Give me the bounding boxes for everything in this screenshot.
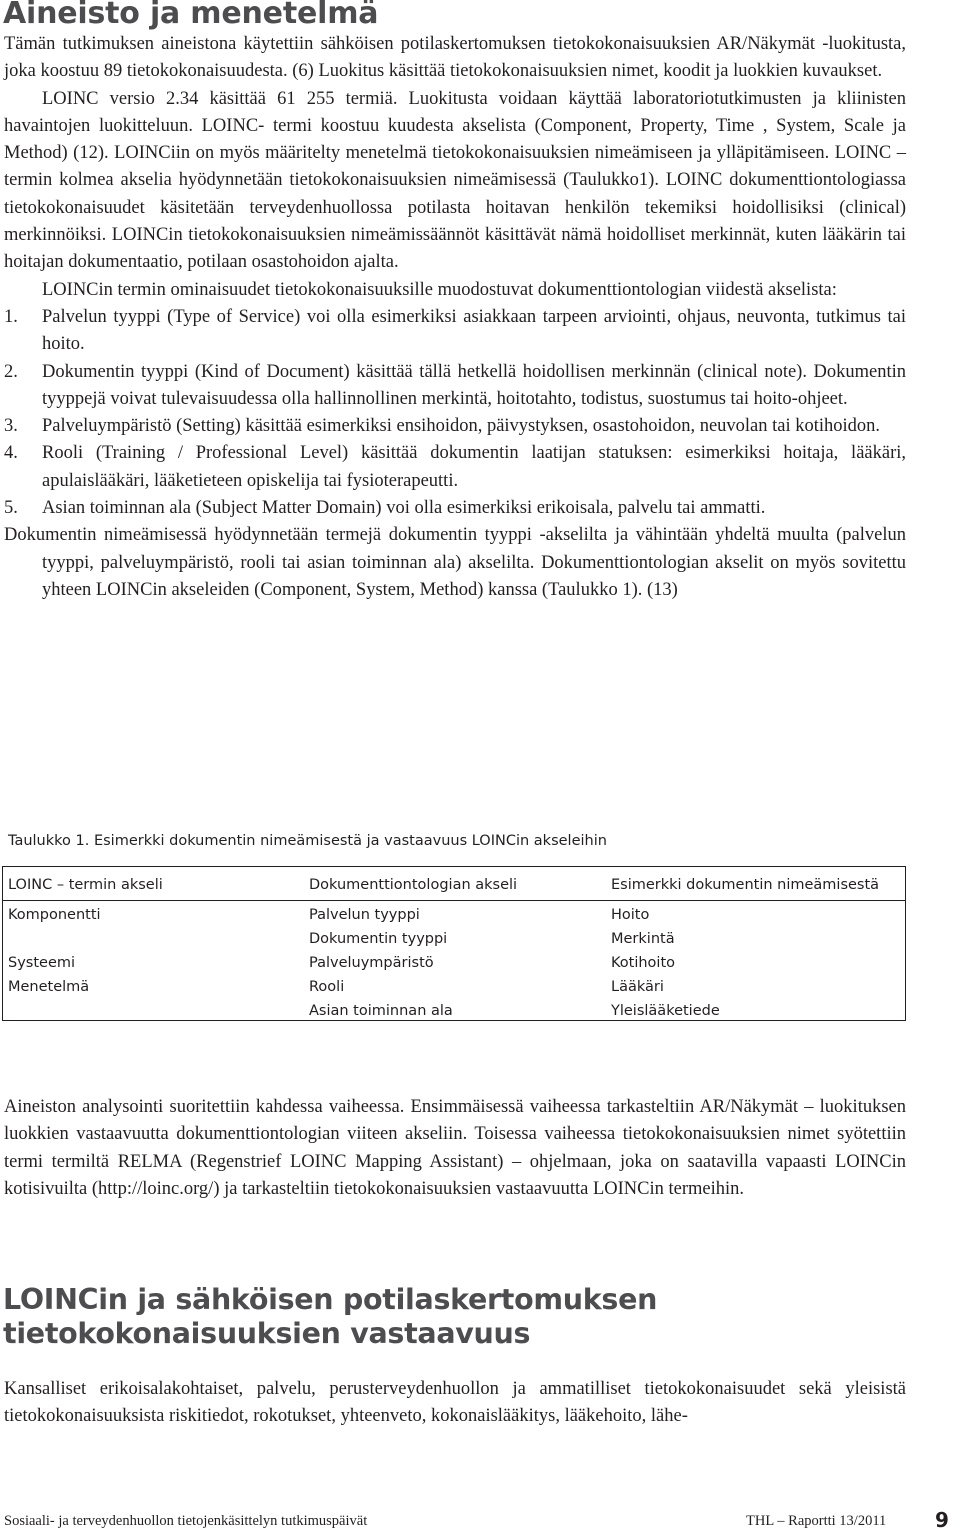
paragraph-intro: Tämän tutkimuksen aineistona käytettiin sähköisen potilaskertomuksen tietokokonaisuuksien AR/Näkymät -luokitusta, joka koostuu 89 tietokokonaisuudesta. (6) Luokitus käsittää tietokokonaisuuksien nimet, koodit ja luokkien kuvaukset. (4, 34, 906, 82)
paragraph-axes-intro: LOINCin termin ominaisuudet tietokokonaisuuksille muodostuvat dokumenttiontologian viidestä akselista: (42, 279, 837, 300)
table-caption: Taulukko 1. Esimerkki dokumentin nimeämisestä ja vastaavuus LOINCin akseleihin (8, 833, 607, 849)
body-section-3 (4, 1376, 906, 1431)
table-cell: Rooli (309, 979, 345, 995)
list-item (4, 440, 906, 495)
list-number: 4. (4, 443, 18, 464)
table-row (3, 999, 905, 1023)
table-cell: Palvelun tyyppi (309, 907, 420, 923)
table-cell: Yleislääketiede (611, 1003, 720, 1019)
table-row (3, 927, 905, 951)
paragraph-analysis: Aineiston analysointi suoritettiin kahdessa vaiheessa. Ensimmäisessä vaiheessa tarkasteltiin AR/Näkymät – luokituksen luokkien vastaavuutta dokumenttiontologian viiteen akseliin. Toisessa vaiheessa tietokokonaisuuksien nimet syötettiin termi termiltä RELMA (Regenstrief LOINC Mapping Assistant) – ohjelmaan, joka on saatavilla vapaasti LOINCin kotisivuilta (http://loinc.org/) ja tarkasteltiin tietokokonaisuuksien vastaavuutta LOINCin termeihin. (4, 1097, 906, 1199)
list-item (4, 359, 906, 414)
list-text: Palveluympäristö (Setting) käsittää esimerkiksi ensihoidon, päivystyksen, osastohoidon, neuvolan tai kotihoidon. (42, 416, 881, 437)
table-cell: Merkintä (611, 931, 675, 947)
table-cell: Hoito (611, 907, 650, 923)
table-row (3, 951, 905, 975)
list-item (4, 495, 906, 522)
paragraph-national: Kansalliset erikoisalakohtaiset, palvelu, perusterveydenhuollon ja ammatilliset tietokokonaisuudet sekä yleisistä tietokokonaisuuksista riskitiedot, rokotukset, yhteenveto, kokonaislääkitys, lääkehoito, lähe- (4, 1379, 906, 1427)
table-cell: Systeemi (8, 955, 76, 971)
body-section-1 (4, 31, 906, 604)
footer-report: THL – Raportti 13/2011 (746, 1513, 887, 1529)
table-row (3, 975, 905, 999)
section-heading: LOINCin ja sähköisen potilaskertomuksen tietokokonaisuuksien vastaavuus (3, 1283, 658, 1350)
axes-table (2, 866, 906, 1021)
list-number: 3. (4, 416, 18, 437)
list-text: Asian toiminnan ala (Subject Matter Domain) voi olla esimerkiksi erikoisala, palvelu tai ammatti. (42, 498, 766, 519)
table-header-divider (3, 900, 905, 901)
body-section-2 (4, 1094, 906, 1203)
list-number: 1. (4, 306, 18, 327)
table-cell: Palveluympäristö (309, 955, 434, 971)
table-header-cell: LOINC – termin akseli (8, 877, 163, 893)
list-text: Palvelun tyyppi (Type of Service) voi olla esimerkiksi asiakkaan tarpeen arviointi, ohjaus, neuvonta, tutkimus tai hoito. (42, 306, 906, 355)
list-item (4, 413, 906, 440)
table-cell: Asian toiminnan ala (309, 1003, 453, 1019)
list-number: 5. (4, 498, 18, 519)
list-item (4, 304, 906, 359)
table-header-cell: Dokumenttiontologian akseli (309, 877, 518, 893)
table-header-row (3, 873, 905, 897)
page-heading: Aineisto ja menetelmä (3, 0, 379, 31)
table-cell: Menetelmä (8, 979, 90, 995)
list-text: Rooli (Training / Professional Level) käsittää dokumentin laatijan statuksen: esimerkiksi hoitaja, lääkäri, apulaislääkäri, lääketieteen opiskelija tai fysioterapeutti. (42, 443, 906, 491)
page-number: 9 (935, 1508, 949, 1532)
list-number: 2. (4, 361, 18, 382)
table-header-cell: Esimerkki dokumentin nimeämisestä (611, 877, 880, 893)
list-text: Dokumentin tyyppi (Kind of Document) käsittää tällä hetkellä hoidollisen merkinnän (clinical note). Dokumentin tyyppejä voivat tulevaisuudessa olla hallinnollinen merkintä, hoitotahto, todistus, suostumus tai hoito-ohjeet. (42, 361, 906, 409)
paragraph-loinc: LOINC versio 2.34 käsittää 61 255 termiä. Luokitusta voidaan käyttää laboratoriotutkimusten ja kliinisten havaintojen luokitteluun. LOINC- termi koostuu kuudesta akselista (Component, Property, Time , System, Scale ja Method) (12). LOINCiin on myös määritelty menetelmä tietokokonaisuuksien nimeämiseen ja ylläpitämiseen. LOINC –termin kolmea akselia hyödynnetään tietokokonaisuuksien nimeämisessä (Taulukko1). LOINC dokumenttiontologiassa tietokokonaisuudet käsitetään terveydenhuollossa potilasta hoitavan henkilön tekemiksi hoidollisiksi (clinical) merkinnöiksi. LOINCin tietokokonaisuuksien nimeämissäännöt käsittävät nämä hoidolliset merkinnät, kuten lääkärin tai hoitajan dokumentaatio, potilaan osastohoidon ajalta. (4, 88, 906, 273)
table-cell: Dokumentin tyyppi (309, 931, 448, 947)
table-cell: Kotihoito (611, 955, 676, 971)
footer-publication: Sosiaali- ja terveydenhuollon tietojenkäsittelyn tutkimuspäivät (4, 1513, 368, 1529)
table-row (3, 903, 905, 927)
table-cell: Komponentti (8, 907, 101, 923)
table-cell: Lääkäri (611, 979, 664, 995)
axes-list (4, 304, 906, 522)
paragraph-naming: Dokumentin nimeämisessä hyödynnetään termejä dokumentin tyyppi -akselilta ja vähintään yhdeltä muulta (palvelun tyyppi, palveluympäristö, rooli tai asian toiminnan ala) akselilta. Dokumenttiontologian akselit on myös sovitettu yhteen LOINCin akseleiden (Component, System, Method) kanssa (Taulukko 1). (13) (4, 525, 906, 600)
